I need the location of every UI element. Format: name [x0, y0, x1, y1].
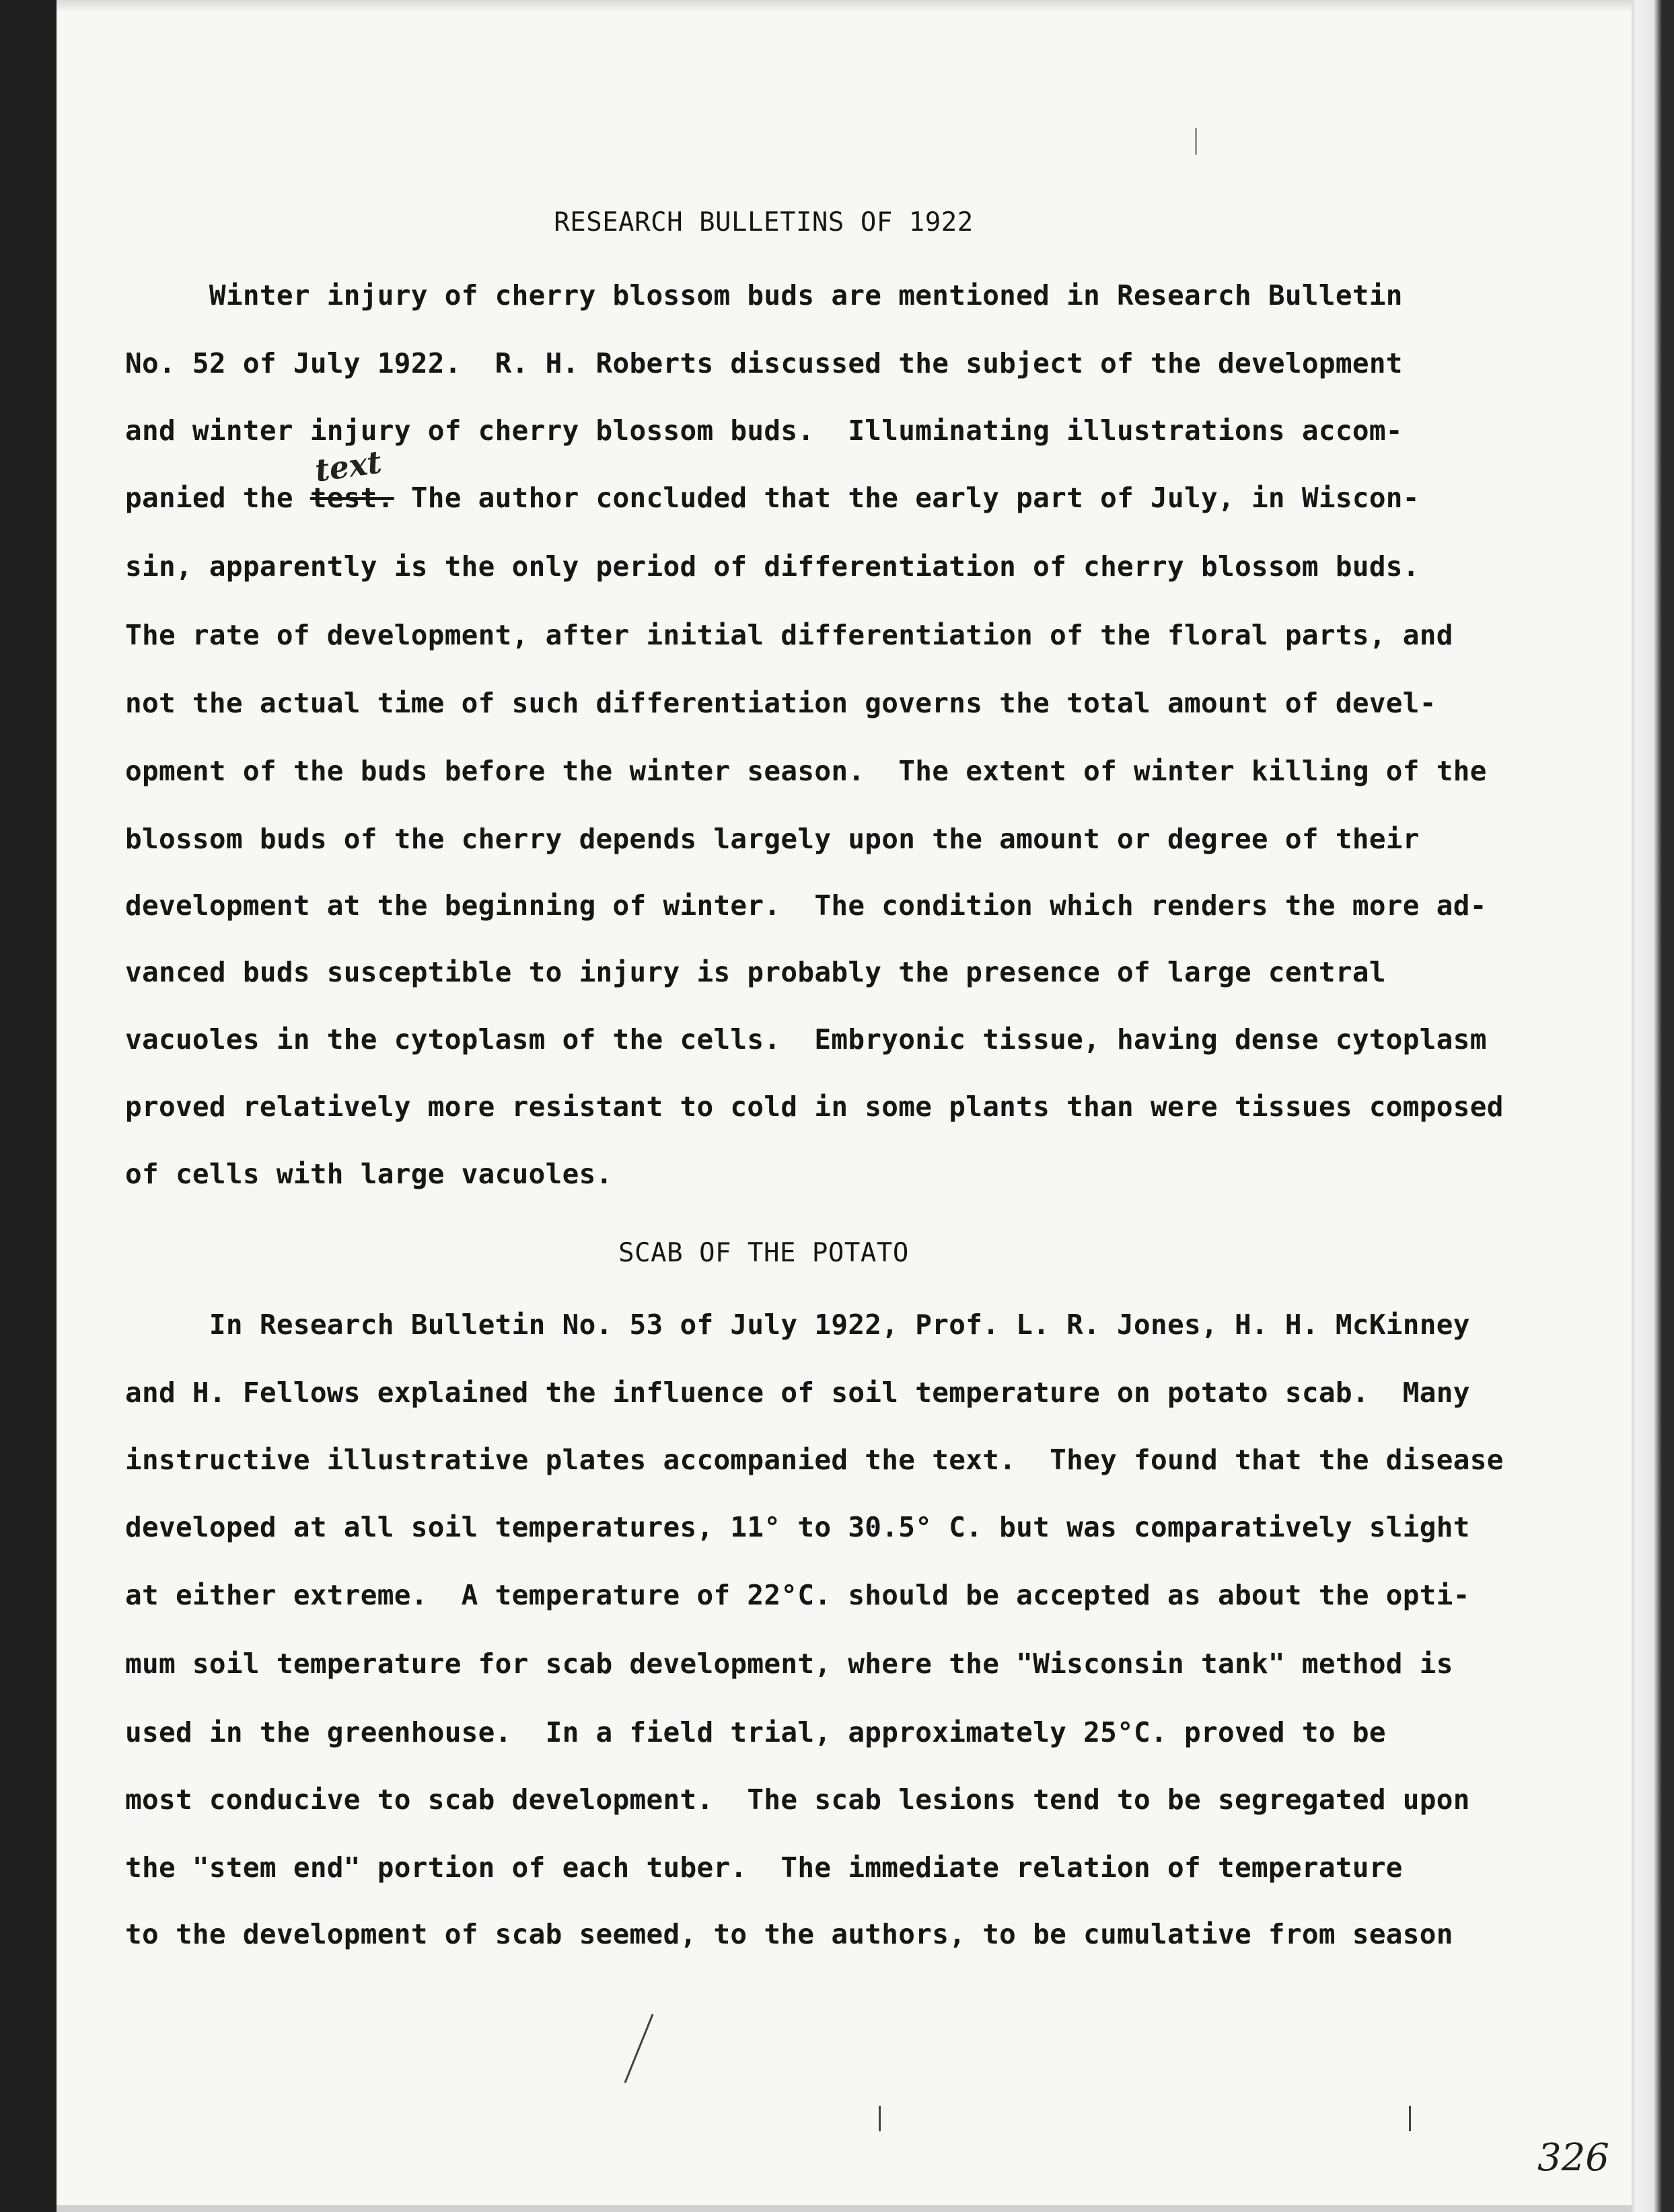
paragraph-line: and H. Fellows explained the influence of soil temperature on potato scab. Many: [125, 1376, 1470, 1409]
paragraph-line-end: The author concluded that the early part of July, in Wiscon-: [394, 482, 1420, 514]
paragraph-line: and winter injury of cherry blossom buds. Illuminating illustrations accom-: [125, 414, 1403, 447]
paragraph-line: the "stem end" portion of each tuber. The immediate relation of temperature: [125, 1851, 1403, 1884]
paragraph-line: most conducive to scab development. The scab lesions tend to be segregated upon: [125, 1783, 1470, 1816]
pencil-mark: [1195, 128, 1197, 155]
paragraph-line: vanced buds susceptible to injury is probably the presence of large central: [125, 956, 1386, 988]
pencil-mark: [624, 2014, 654, 2083]
paragraph-line: proved relatively more resistant to cold in some plants than were tissues composed: [125, 1091, 1504, 1123]
paragraph-line: In Research Bulletin No. 53 of July 1922, Prof. L. R. Jones, H. H. McKinney: [125, 1308, 1470, 1341]
paragraph-line: No. 52 of July 1922. R. H. Roberts discussed the subject of the development: [125, 347, 1403, 379]
pencil-mark: [879, 2106, 881, 2131]
paragraph-line: not the actual time of such differentiation governs the total amount of devel-: [125, 687, 1436, 719]
paragraph-line: used in the greenhouse. In a field trial, approximately 25°C. proved to be: [125, 1716, 1386, 1748]
paragraph-line: development at the beginning of winter. The condition which renders the more ad-: [125, 889, 1487, 922]
paragraph-line: vacuoles in the cytoplasm of the cells. Embryonic tissue, having dense cytoplasm: [125, 1023, 1487, 1056]
paragraph-line: mum soil temperature for scab development, where the "Wisconsin tank" method is: [125, 1648, 1453, 1680]
paragraph-line: developed at all soil temperatures, 11° to 30.5° C. but was comparatively slight: [125, 1511, 1470, 1543]
paragraph-line: of cells with large vacuoles.: [125, 1158, 613, 1190]
paragraph-line: at either extreme. A temperature of 22°C. should be accepted as about the opti-: [125, 1579, 1470, 1611]
struck-word: test.: [310, 482, 394, 514]
paragraph-line: The rate of development, after initial differentiation of the floral parts, and: [125, 619, 1453, 651]
paragraph-line: to the development of scab seemed, to the authors, to be cumulative from season: [125, 1918, 1453, 1950]
paragraph-line: Winter injury of cherry blossom buds are mentioned in Research Bulletin: [125, 279, 1403, 311]
pencil-mark: [1409, 2106, 1411, 2131]
handwritten-correction: text: [312, 443, 384, 489]
paragraph-line: opment of the buds before the winter season. The extent of winter killing of the: [125, 755, 1487, 787]
page-number: 326: [1537, 2136, 1609, 2180]
page-top-shadow: [57, 0, 1632, 12]
paragraph-line-start: panied the: [125, 482, 310, 514]
page-bottom-edge: [57, 2205, 1632, 2212]
paragraph-line: sin, apparently is the only period of differentiation of cherry blossom buds.: [125, 550, 1420, 583]
section-heading: SCAB OF THE POTATO: [618, 1238, 909, 1268]
paragraph-line: blossom buds of the cherry depends largely upon the amount or degree of their: [125, 823, 1420, 855]
paragraph-line: instructive illustrative plates accompanied the text. They found that the disease: [125, 1444, 1504, 1476]
document-title: RESEARCH BULLETINS OF 1922: [554, 207, 974, 237]
